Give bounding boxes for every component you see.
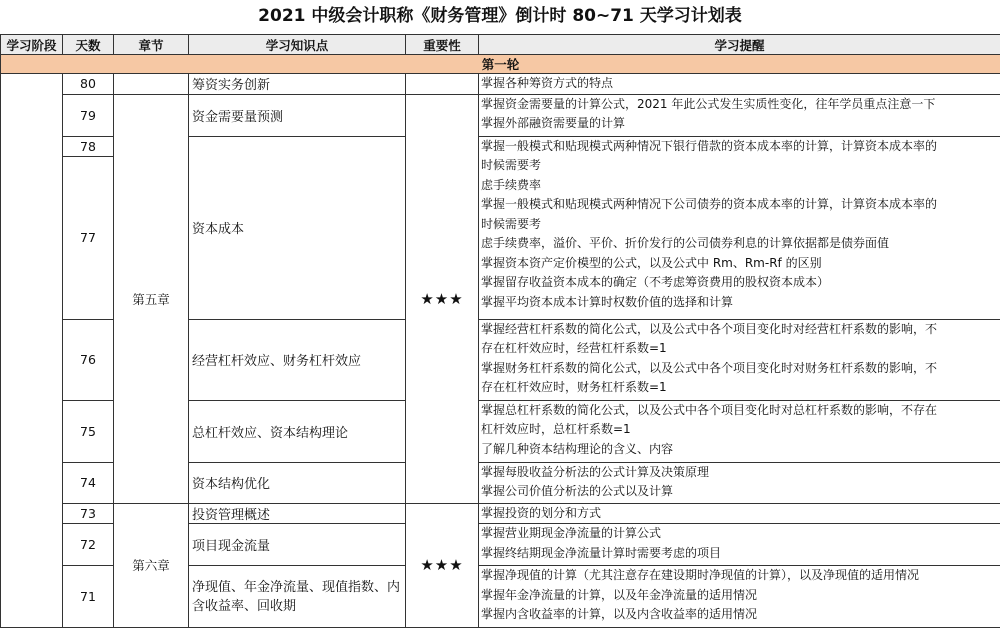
chapter-cell: 第六章 [114,503,189,628]
header-row [1,35,1000,55]
topic-cell: 投资管理概述 [189,503,406,524]
tips-cell: 掌握总杠杆系数的简化公式，以及公式中各个项目变化时对总杠杆系数的影响，不存在 杠杆效应时，总杠杆系数=1 了解几种资本结构理论的含义、内容 [479,400,1000,462]
table-row [1,94,1000,136]
topic-cell: 净现值、年金净流量、现值指数、内含收益率、回收期 [189,566,406,628]
phase-label: 第一轮 [1,55,1000,74]
day-cell: 76 [63,319,114,400]
day-cell: 75 [63,400,114,462]
header-tips: 学习提醒 [479,35,1000,55]
tips-cell: 掌握经营杠杆系数的简化公式，以及公式中各个项目变化时对经营杠杆系数的影响，不 存在杠杆效应时，经营杠杆系数=1 掌握财务杠杆系数的简化公式，以及公式中各个项目变化时对财务杠杆系数的影响，不 存在杠杆效应时，财务杠杆系数=1 [479,319,1000,400]
chapter-cell-empty [114,74,189,95]
day-cell: 73 [63,503,114,524]
tips-cell: 掌握资金需要量的计算公式，2021 年此公式发生实质性变化，往年学员重点注意一下 掌握外部融资需要量的计算 [479,94,1000,136]
table-row [1,74,1000,95]
day-cell: 71 [63,566,114,628]
importance-stars: ★★★ [406,94,479,503]
header-days: 天数 [63,35,114,55]
topic-cell: 筹资实务创新 [189,74,406,95]
topic-cell: 总杠杆效应、资本结构理论 [189,400,406,462]
day-cell: 80 [63,74,114,95]
day-cell: 77 [63,156,114,319]
tips-cell: 掌握一般模式和贴现模式两种情况下银行借款的资本成本率的计算，计算资本成本率的 时候需要考 虑手续费率 掌握一般模式和贴现模式两种情况下公司债券的资本成本率的计算，计算资本成本率的 时候需要考 虑手续费率，溢价、平价、折价发行的公司债券利息的计算依据都是债券面值 掌握资本资产定价模型的公式，以及公式中 Rm、Rm-Rf 的区别 掌握留存收益资本成本的确定（不考虑筹资费用的股权资本成本） 掌握平均资本成本计算时权数价值的选择和计算 [479,136,1000,319]
phase-row [1,55,1000,74]
tips-cell: 掌握投资的划分和方式 [479,503,1000,524]
tips-cell: 掌握营业期现金净流量的计算公式 掌握终结期现金净流量计算时需要考虑的项目 [479,524,1000,566]
topic-cell: 资本结构优化 [189,462,406,503]
day-cell: 78 [63,136,114,156]
page-title: 2021 中级会计职称《财务管理》倒计时 80~71 天学习计划表 [258,6,742,26]
importance-cell-empty [406,74,479,95]
chapter-cell: 第五章 [114,94,189,503]
table-row [1,503,1000,524]
day-cell: 72 [63,524,114,566]
topic-cell: 经营杠杆效应、财务杠杆效应 [189,319,406,400]
tips-cell: 掌握每股收益分析法的公式计算及决策原理 掌握公司价值分析法的公式以及计算 [479,462,1000,503]
phase-cell [1,74,63,628]
tips-cell: 掌握各种筹资方式的特点 [479,74,1000,95]
header-topic: 学习知识点 [189,35,406,55]
header-phase: 学习阶段 [1,35,63,55]
day-cell: 74 [63,462,114,503]
header-importance: 重要性 [406,35,479,55]
study-plan-table [0,34,1000,628]
topic-cell: 项目现金流量 [189,524,406,566]
topic-cell: 资金需要量预测 [189,94,406,136]
tips-cell: 掌握净现值的计算（尤其注意存在建设期时净现值的计算），以及净现值的适用情况 掌握年金净流量的计算，以及年金净流量的适用情况 掌握内含收益率的计算，以及内含收益率的适用情况 [479,566,1000,628]
header-chapter: 章节 [114,35,189,55]
importance-stars: ★★★ [406,503,479,628]
day-cell: 79 [63,94,114,136]
topic-cell: 资本成本 [189,136,406,319]
